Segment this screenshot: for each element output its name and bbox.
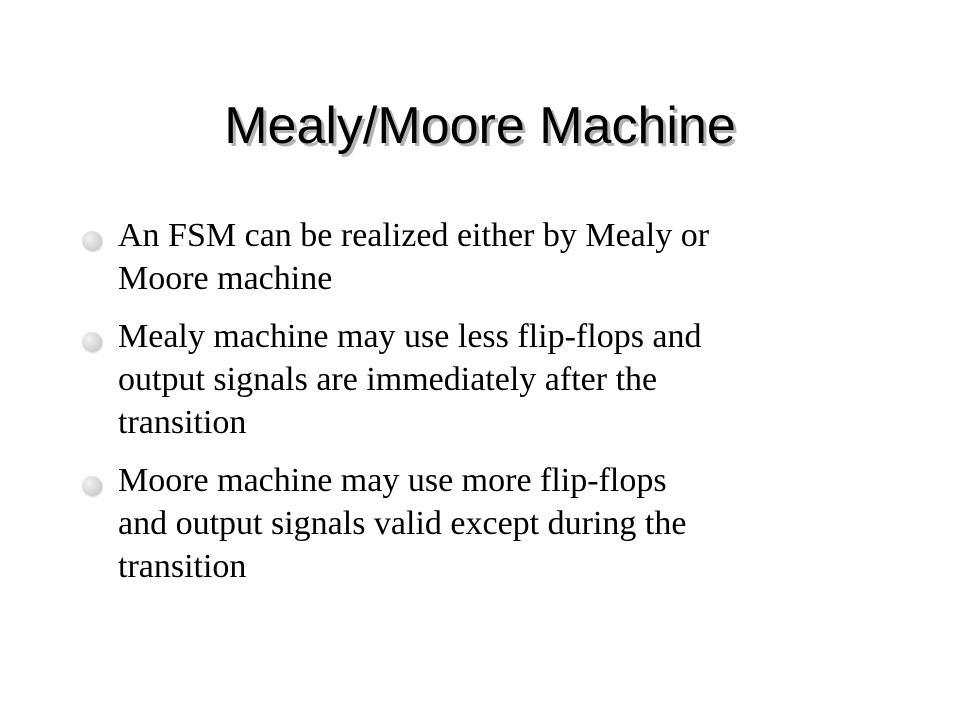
bullet-text-line: Mealy machine may use less flip-flops and: [118, 318, 702, 355]
bullet-item: [82, 214, 882, 300]
bullet-dot-icon: [82, 231, 102, 251]
bullet-text-line: transition: [118, 404, 247, 441]
bullet-dot-icon: [82, 476, 102, 496]
bullet-text-line: An FSM can be realized either by Mealy or: [118, 217, 710, 254]
bullet-text-line: Moore machine may use more flip-flops: [118, 462, 667, 499]
slide-title: Mealy/Moore Machine: [224, 97, 736, 155]
bullet-text-line: transition: [118, 548, 247, 585]
bullet-text-line: Moore machine: [118, 260, 333, 297]
bullet-list: [82, 214, 882, 603]
bullet-dot-icon: [82, 332, 102, 352]
bullet-text-line: output signals are immediately after the: [118, 361, 658, 398]
bullet-item: [82, 315, 882, 444]
bullet-item: [82, 459, 882, 588]
bullet-text-line: and output signals valid except during the: [118, 505, 687, 542]
